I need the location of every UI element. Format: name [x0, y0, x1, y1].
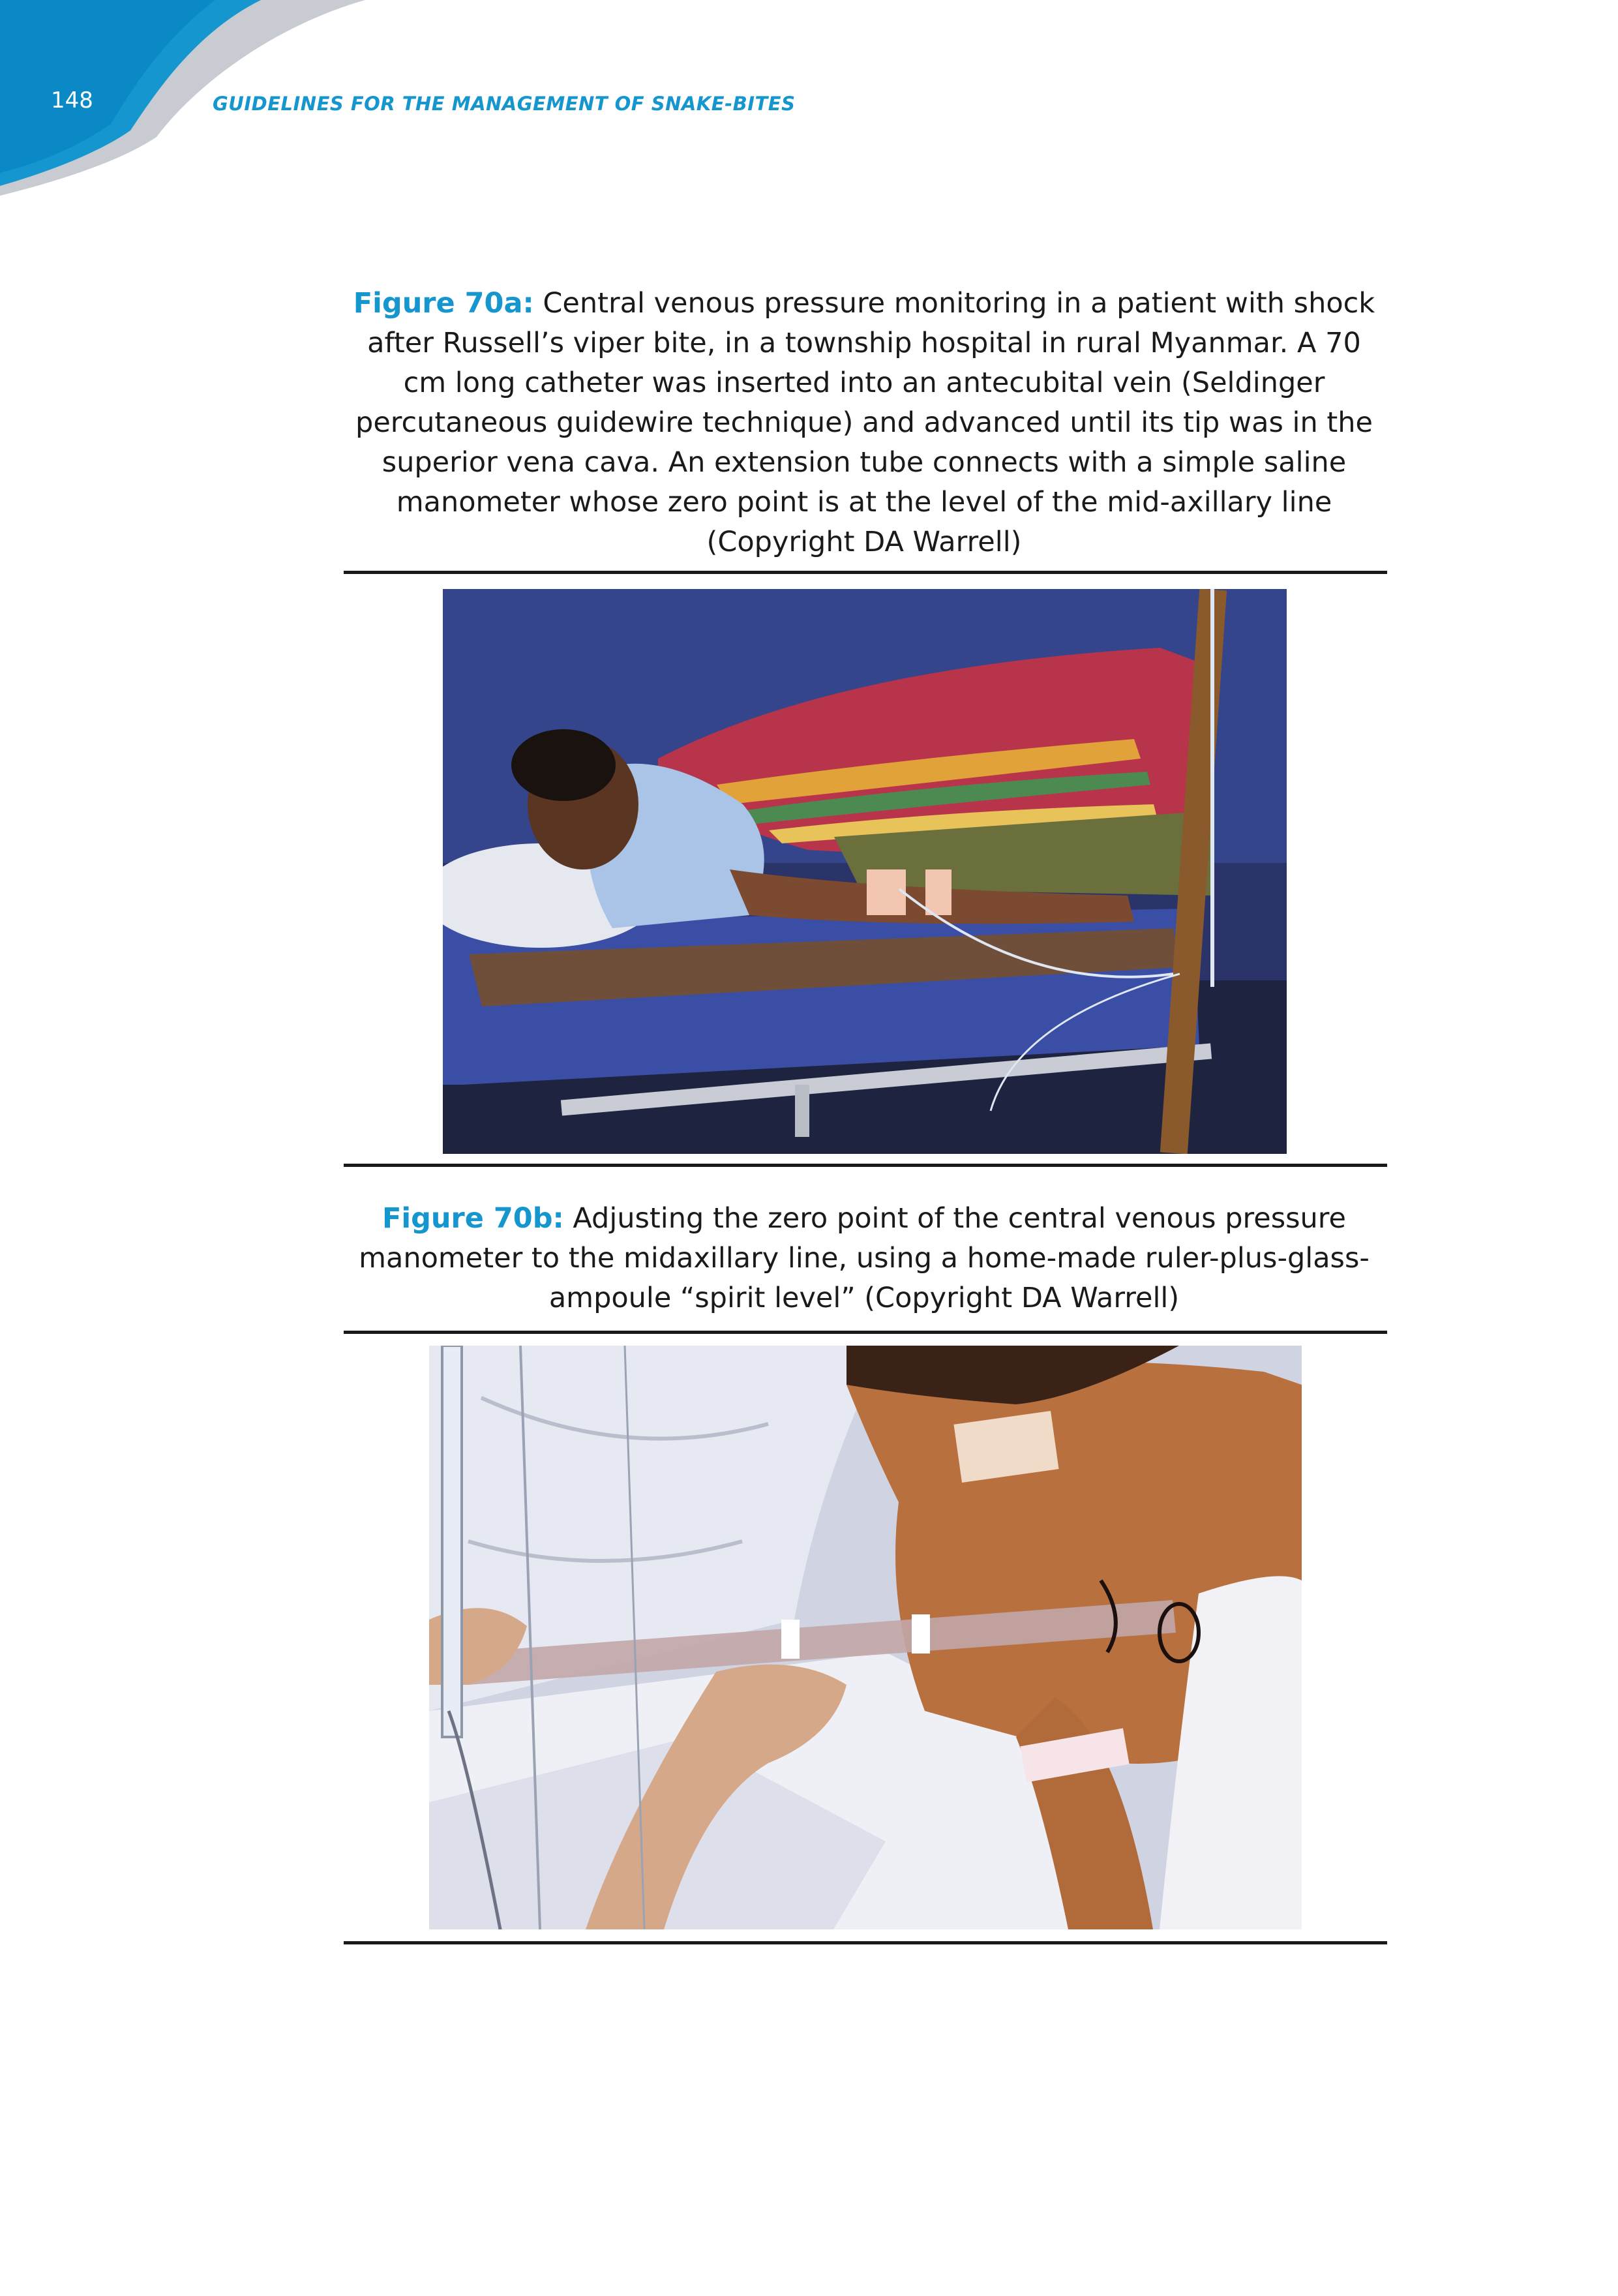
figure-70b-caption	[349, 1199, 1379, 1318]
rule-above-figure-70b	[344, 1331, 1387, 1334]
running-title: GUIDELINES FOR THE MANAGEMENT OF SNAKE-BITES	[213, 93, 796, 115]
figure-70b-caption-text: Adjusting the zero point of the central venous pressure manometer to the midaxillary line, using a home-made ruler-plus-glass-ampoule “spirit level” (Copyright DA Warrell)	[359, 1202, 1370, 1314]
figure-70a-label: Figure 70a:	[353, 287, 534, 320]
rule-above-figure-70a	[344, 571, 1387, 574]
figure-70a-caption	[349, 284, 1379, 562]
figure-70a-photo	[443, 589, 1287, 1154]
figure-70b-photo	[429, 1346, 1302, 1929]
rule-below-figure-70b	[344, 1941, 1387, 1944]
figure-70a-caption-text: Central venous pressure monitoring in a patient with shock after Russell’s viper bite, in a township hospital in rural Myanmar. A 70 cm long catheter was inserted into an antecubital vein (Seldinger percutaneous guidewire technique) and advanced until its tip was in the superior vena cava. An extension tube connects with a simple saline manometer whose zero point is at the level of the mid-axillary line (Copyright DA Warrell)	[355, 287, 1375, 558]
page-number: 148	[51, 87, 93, 113]
figure-70b-label: Figure 70b:	[382, 1202, 564, 1235]
rule-below-figure-70a	[344, 1164, 1387, 1167]
